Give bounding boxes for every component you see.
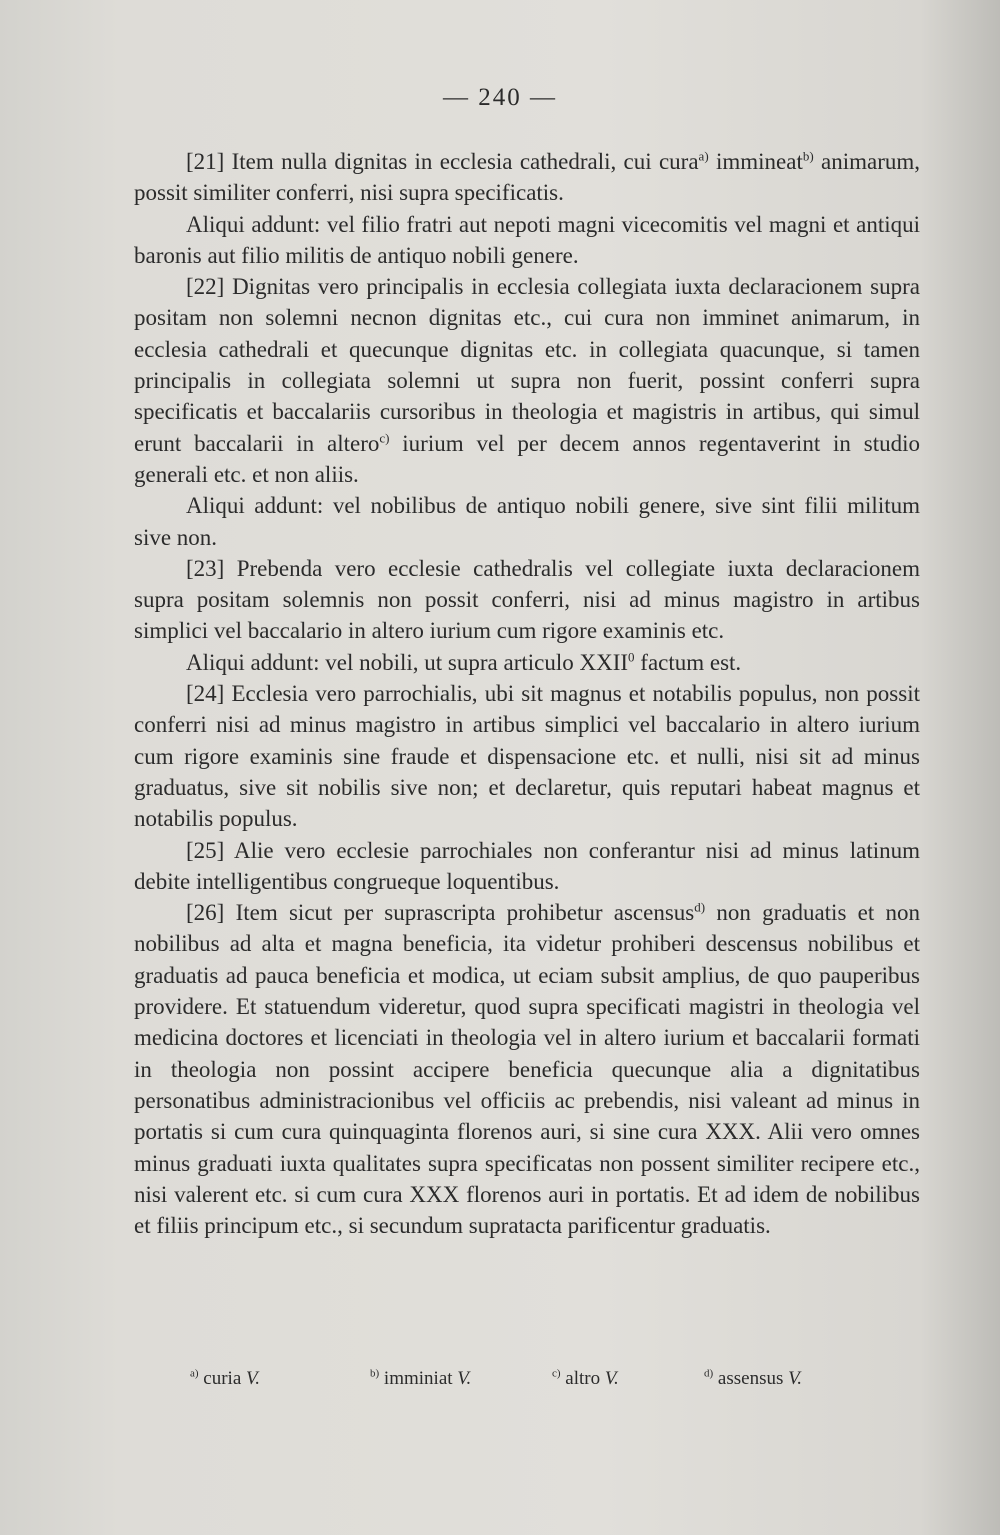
ordinal-mark: 0 (628, 649, 635, 665)
paragraph-23: [23] Prebenda vero ecclesie cathedralis vel collegiate iuxta declaracionem supra positam solemnis non possit conferri, nisi ad minus magistro in artibus simplici vel baccalario in altero iurium cum rigore examinis etc. (134, 555, 920, 644)
paragraph-22: [22] Dignitas vero principalis in ecclesia collegiata iuxta declaracionem supra positam non solemni necnon dignitas etc., cui cura non imminet animarum, in ecclesia cathedrali et quecunque dignitas etc. in collegiata quacunque, si tamen principalis in collegiata solemni ut supra non fuerit, possint conferri supra specificatis et baccalariis cursoribus in theologia et magistris in artibus, qui simul erunt baccalarii in altero$^{c)}$ iurium vel per decem annos regentaverint in studio generali etc. et non aliis. (134, 274, 920, 487)
footnote-c: $^{c)}$ altro V. (552, 1367, 619, 1389)
footnote-a: $^{a)}$ curia V. (190, 1367, 260, 1389)
footnote-ref-c: c) (379, 430, 390, 446)
paragraph-23-addendum: Aliqui addunt: vel nobili, ut supra articulo XXII$^0$ factum est. (186, 649, 742, 675)
paragraph-22-addendum: Aliqui addunt: vel nobilibus de antiquo nobili genere, sive sint filii militum sive non. (134, 493, 920, 550)
paragraph-24: [24] Ecclesia vero parrochialis, ubi sit magnus et notabilis populus, non possit conferri nisi ad minus magistro in artibus simplici vel baccalario in altero iurium cum rigore examinis sine fraude et dispensacione etc. et nulli, nisi sit ad minus graduatus, sive sit nobilis sive non; et declaretur, quis reputari habeat magnus et notabilis populus. (134, 681, 920, 832)
footnotes (134, 1368, 920, 1390)
page-number: — 240 — (443, 84, 557, 111)
paragraph-26: [26] Item sicut per suprascripta prohibetur ascensus$^{d)}$ non graduatis et non nobilibus ad alta et magna beneficia, ita videtur prohiberi descensus nobilibus et graduatis ad pauca beneficia et modica, ut eciam subsit amplius, de quo pauperibus providere. Et statuendum videretur, quod supra specificati magistri in theologia vel medicina doctores et licenciati in theologia vel in altero iurium et baccalarii formati in theologia non possint accipere beneficia quecunque alia a dignitatibus personatibus administracionibus vel officiis ac prebendis, nisi valeant ad minus in portatis si cum cura quinquaginta florenos auri, si sine cura XXX. Alii vero omnes minus graduati iuxta qualitates supra specificatas non possent similiter recipere etc., nisi valerent etc. si cum cura XXX florenos auri in portatis. Et ad idem de nobilibus et filiis principum etc., si secundum supratacta parificentur graduatis. (134, 899, 921, 1239)
paragraph-21: [21] Item nulla dignitas in ecclesia cathedrali, cui cura$^{a)}$ immineat$^{b)}$ animarum, possit similiter conferri, nisi supra specificatis. (134, 148, 920, 206)
paragraph-21-addendum: Aliqui addunt: vel filio fratri aut nepoti magni vicecomitis vel magni et antiqui baronis aut filio militis de antiquo nobili genere. (134, 211, 920, 268)
footnote-ref-b: b) (802, 148, 814, 164)
paragraph-25: [25] Alie vero ecclesie parrochiales non conferantur nisi ad minus latinum debite intelligentibus congrueque loquentibus. (134, 837, 920, 894)
footnote-ref-d: d) (694, 899, 706, 915)
footnote-b: $^{b)}$ imminiat V. (370, 1367, 472, 1389)
footnote-d: $^{d)}$ assensus V. (704, 1367, 803, 1389)
main-text (134, 146, 920, 1241)
footnote-ref-a: a) (698, 148, 709, 164)
